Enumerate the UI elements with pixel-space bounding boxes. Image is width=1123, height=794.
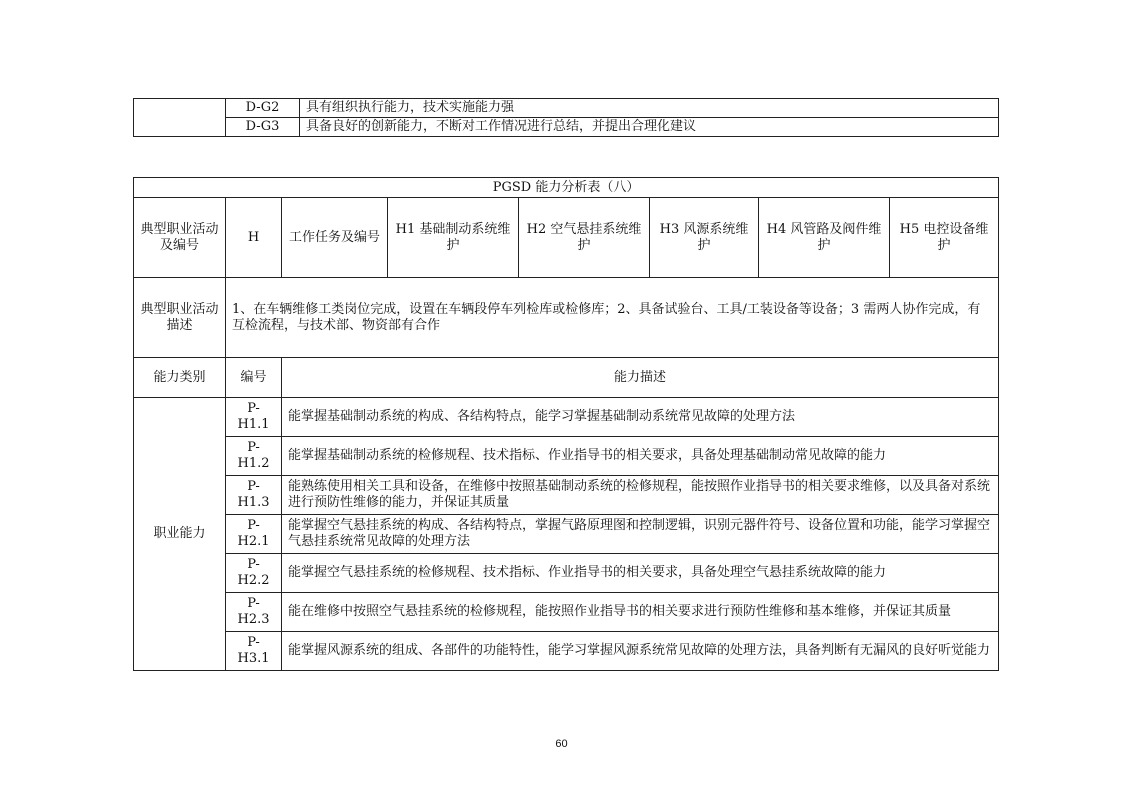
empty-category-cell [134, 99, 226, 137]
activity-label: 典型职业活动及编号 [134, 198, 226, 278]
task-h3: H3 风源系统维护 [650, 198, 759, 278]
ability-code: P-H2.1 [226, 515, 282, 554]
activity-code: H [226, 198, 282, 278]
task-h4: H4 风管路及阀件维护 [759, 198, 890, 278]
ability-code: P-H3.1 [226, 632, 282, 671]
ability-desc: 能掌握空气悬挂系统的构成、各结构特点，掌握气路原理图和控制逻辑，识别元器件符号、设备位置和功能，能学习掌握空气悬挂系统常见故障的处理方法 [282, 515, 999, 554]
code-header: 编号 [226, 358, 282, 398]
ability-desc: 能熟练使用相关工具和设备，在维修中按照基础制动系统的检修规程，能按照作业指导书的相关要求维修，以及具备对系统进行预防性维修的能力，并保证其质量 [282, 476, 999, 515]
table-title-row [134, 178, 999, 198]
code-cell: D-G3 [226, 118, 300, 137]
ability-desc: 能掌握基础制动系统的检修规程、技术指标、作业指导书的相关要求，具备处理基础制动常见故障的能力 [282, 437, 999, 476]
table-row [134, 593, 999, 632]
desc-cell: 具有组织执行能力，技术实施能力强 [300, 99, 999, 118]
description-row [134, 278, 999, 358]
category-header: 能力类别 [134, 358, 226, 398]
table-row [134, 99, 999, 118]
desc-cell: 具备良好的创新能力，不断对工作情况进行总结，并提出合理化建议 [300, 118, 999, 137]
table-row [134, 118, 999, 137]
code-cell: D-G2 [226, 99, 300, 118]
task-h2: H2 空气悬挂系统维护 [519, 198, 650, 278]
page-number: 60 [555, 738, 568, 750]
task-h1: H1 基础制动系统维护 [388, 198, 519, 278]
ability-analysis-table [133, 177, 999, 671]
table-row [134, 437, 999, 476]
description-text: 1、在车辆维修工类岗位完成，设置在车辆段停车列检库或检修库；2、具备试验台、工具/工装设备等设备；3 需两人协作完成，有互检流程，与技术部、物资部有合作 [226, 278, 999, 358]
ability-code: P-H1.2 [226, 437, 282, 476]
description-label: 典型职业活动描述 [134, 278, 226, 358]
ability-desc: 能在维修中按照空气悬挂系统的检修规程，能按照作业指导书的相关要求进行预防性维修和基本维修，并保证其质量 [282, 593, 999, 632]
ability-desc: 能掌握风源系统的组成、各部件的功能特性，能学习掌握风源系统常见故障的处理方法，具备判断有无漏风的良好听觉能力 [282, 632, 999, 671]
desc-header: 能力描述 [282, 358, 999, 398]
table-row [134, 398, 999, 437]
table-title: PGSD 能力分析表（八） [134, 178, 999, 198]
table-row [134, 554, 999, 593]
header-row [134, 198, 999, 278]
table-row [134, 632, 999, 671]
ability-code: P-H2.2 [226, 554, 282, 593]
task-label: 工作任务及编号 [282, 198, 388, 278]
table-row [134, 515, 999, 554]
ability-code: P-H1.1 [226, 398, 282, 437]
ability-code: P-H1.3 [226, 476, 282, 515]
ability-desc: 能掌握基础制动系统的构成、各结构特点，能学习掌握基础制动系统常见故障的处理方法 [282, 398, 999, 437]
category-cell: 职业能力 [134, 398, 226, 671]
continued-table [133, 98, 999, 137]
ability-code: P-H2.3 [226, 593, 282, 632]
task-h5: H5 电控设备维护 [890, 198, 999, 278]
ability-desc: 能掌握空气悬挂系统的检修规程、技术指标、作业指导书的相关要求，具备处理空气悬挂系统故障的能力 [282, 554, 999, 593]
column-header-row [134, 358, 999, 398]
table-row [134, 476, 999, 515]
